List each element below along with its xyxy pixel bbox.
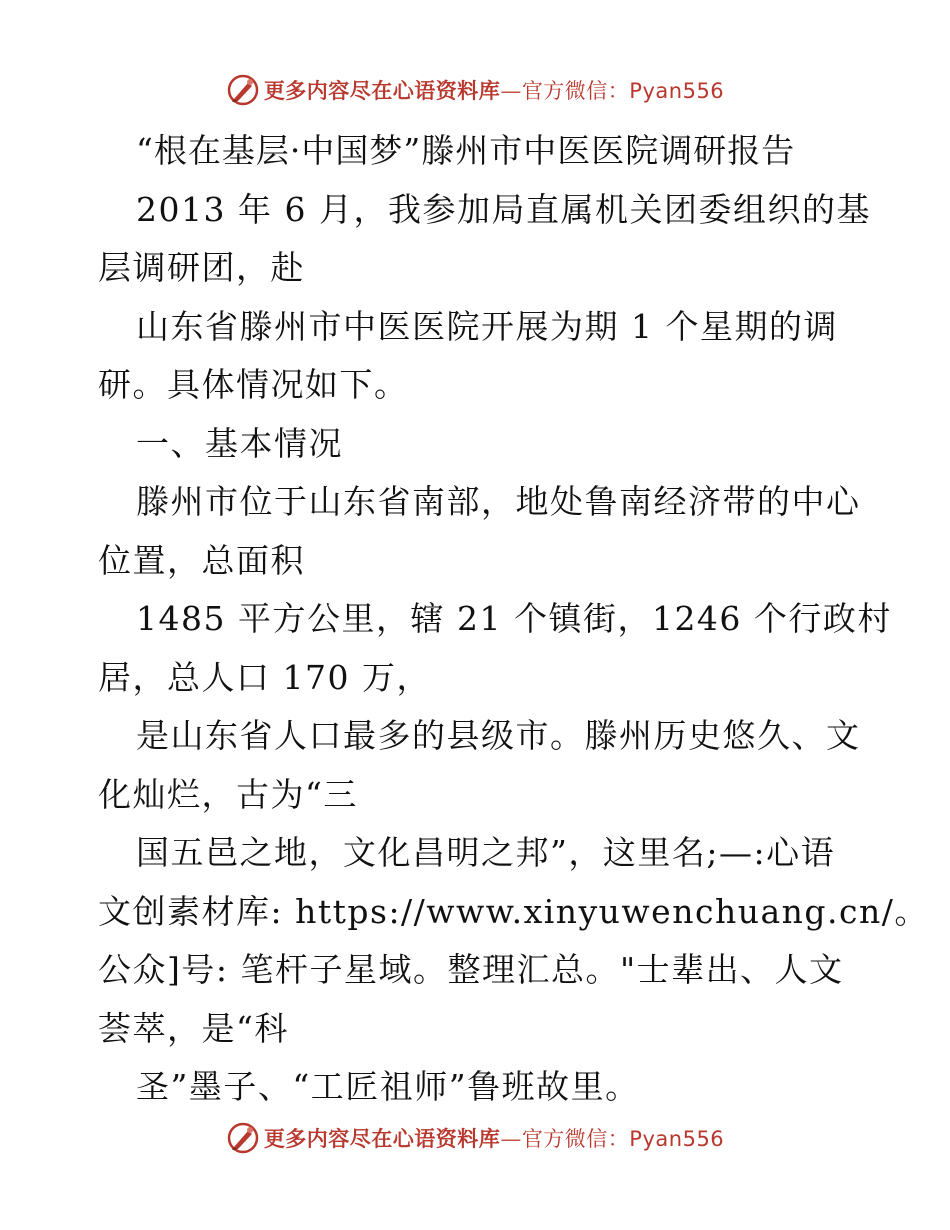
text-line: 滕州市位于山东省南部，地处鲁南经济带的中心	[136, 482, 861, 521]
text-line: 2013 年 6 月，我参加局直属机关团委组织的基	[136, 189, 871, 229]
watermark-separator: —	[500, 1127, 522, 1151]
text-line: 是山东省人口最多的县级市。滕州历史悠久、文	[136, 716, 861, 755]
text-line: 层调研团，赴	[98, 248, 305, 287]
text-line: 公众]号: 笔杆子星域。整理汇总。"士辈出、人文	[98, 950, 844, 989]
watermark-text	[264, 75, 724, 105]
document-title: “根在基层·中国梦”滕州市中医医院调研报告	[136, 131, 796, 170]
watermark-prefix: 更多内容尽在心语资料库	[263, 1127, 501, 1151]
document-body	[98, 122, 929, 1117]
watermark-suffix: 官方微信：Pyan556	[521, 1127, 725, 1151]
footer-watermark	[0, 1118, 950, 1158]
pen-logo-icon	[226, 1121, 260, 1155]
watermark-suffix: 官方微信：Pyan556	[521, 79, 725, 103]
text-line: 荟萃，是“科	[98, 1008, 289, 1048]
header-watermark	[0, 70, 950, 110]
watermark-text	[264, 1123, 724, 1153]
text-line: 山东省滕州市中医医院开展为期 1 个星期的调	[136, 306, 838, 346]
text-line: 研。具体情况如下。	[98, 365, 409, 404]
text-line: 国五邑之地，文化昌明之邦”，这里名;—:心语	[136, 833, 836, 872]
pen-logo-icon	[226, 73, 260, 107]
text-line: 居，总人口 170 万，	[98, 657, 431, 697]
text-line: 化灿烂，古为“三	[98, 774, 358, 814]
text-line: 圣”墨子、“工匠祖师”鲁班故里。	[136, 1067, 640, 1106]
text-line: 位置，总面积	[98, 540, 305, 580]
watermark-separator: —	[500, 79, 522, 103]
text-line: 1485 平方公里，辖 21 个镇街，1246 个行政村	[136, 599, 892, 638]
section-heading: 一、基本情况	[136, 423, 343, 463]
text-line: 文创素材库: https://www.xinyuwenchuang.cn/。	[98, 891, 929, 931]
watermark-prefix: 更多内容尽在心语资料库	[263, 79, 501, 103]
